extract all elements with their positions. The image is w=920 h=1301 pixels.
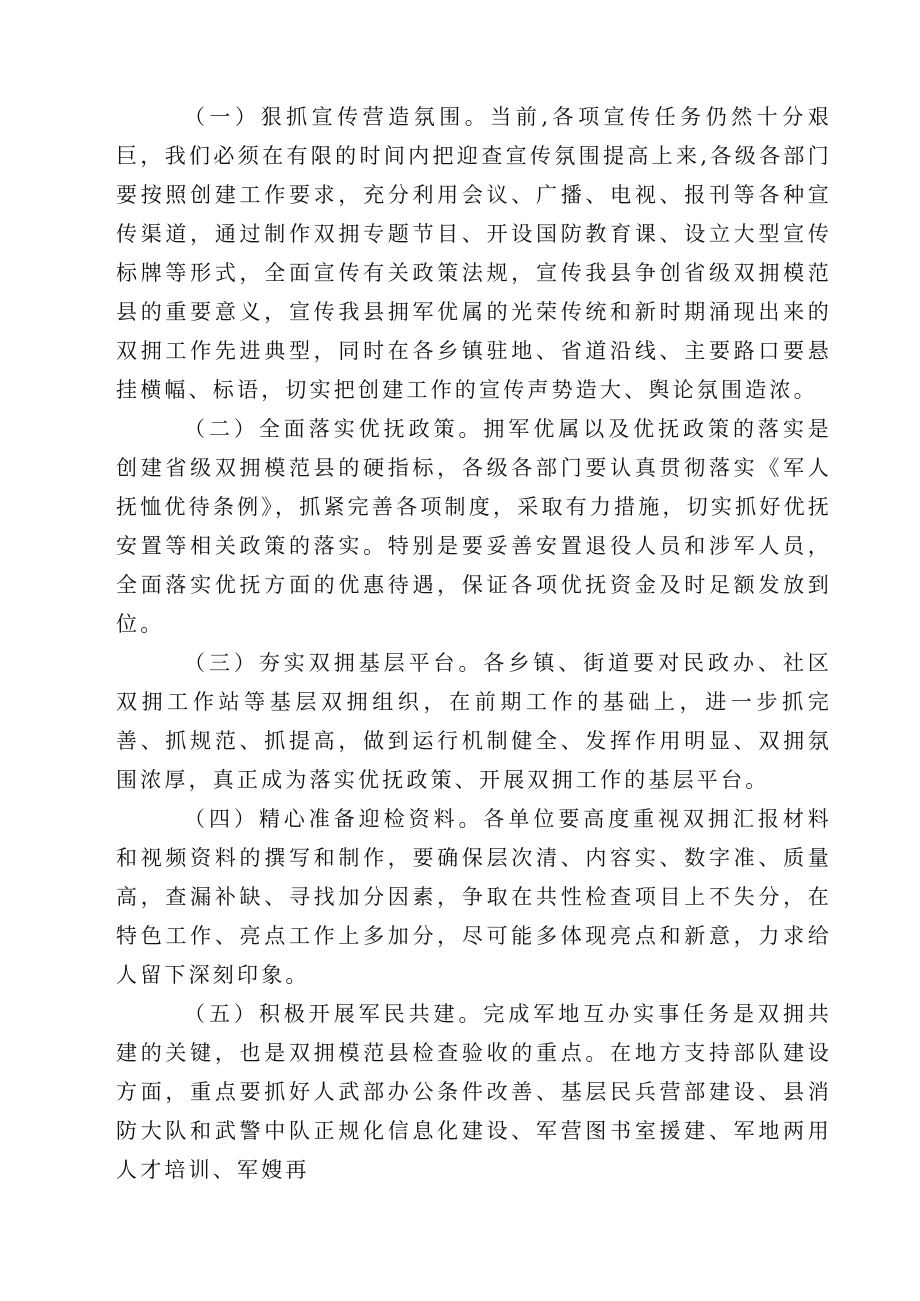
paragraph-4: （四）精心准备迎检资料。各单位要高度重视双拥汇报材料和视频资料的撰写和制作，要确保层次清、内容实、数字准、质量高，查漏补缺、寻找加分因素，争取在共性检查项目上不失分，在特色工作、亮点工作上多加分，尽可能多体现亮点和新意，力求给人留下深刻印象。	[116, 807, 832, 987]
document-page	[116, 98, 832, 1190]
paragraph-1: （一）狠抓宣传营造氛围。当前,各项宣传任务仍然十分艰巨，我们必须在有限的时间内把迎查宣传氛围提高上来,各级各部门要按照创建工作要求，充分利用会议、广播、电视、报刊等各种宣传渠道，通过制作双拥专题节目、开设国防教育课、设立大型宣传标牌等形式，全面宣传有关政策法规，宣传我县争创省级双拥模范县的重要意义，宣传我县拥军优属的光荣传统和新时期涌现出来的双拥工作先进典型，同时在各乡镇驻地、省道沿线、主要路口要悬挂横幅、标语，切实把创建工作的宣传声势造大、舆论氛围造浓。	[116, 105, 832, 402]
paragraph-5: （五）积极开展军民共建。完成军地互办实事任务是双拥共建的关键，也是双拥模范县检查验收的重点。在地方支持部队建设方面，重点要抓好人武部办公条件改善、基层民兵营部建设、县消防大队和武警中队正规化信息化建设、军营图书室援建、军地两用人才培训、军嫂再	[116, 1002, 832, 1182]
paragraph-3: （三）夯实双拥基层平台。各乡镇、街道要对民政办、社区双拥工作站等基层双拥组织，在前期工作的基础上，进一步抓完善、抓规范、抓提高，做到运行机制健全、发挥作用明显、双拥氛围浓厚，真正成为落实优抚政策、开展双拥工作的基层平台。	[116, 651, 832, 792]
paragraph-2: （二）全面落实优抚政策。拥军优属以及优抚政策的落实是创建省级双拥模范县的硬指标，各级各部门要认真贯彻落实《军人抚恤优待条例》，抓紧完善各项制度，采取有力措施，切实抓好优抚安置等相关政策的落实。特别是要妥善安置退役人员和涉军人员，全面落实优抚方面的优惠待遇，保证各项优抚资金及时足额发放到位。	[116, 417, 832, 636]
